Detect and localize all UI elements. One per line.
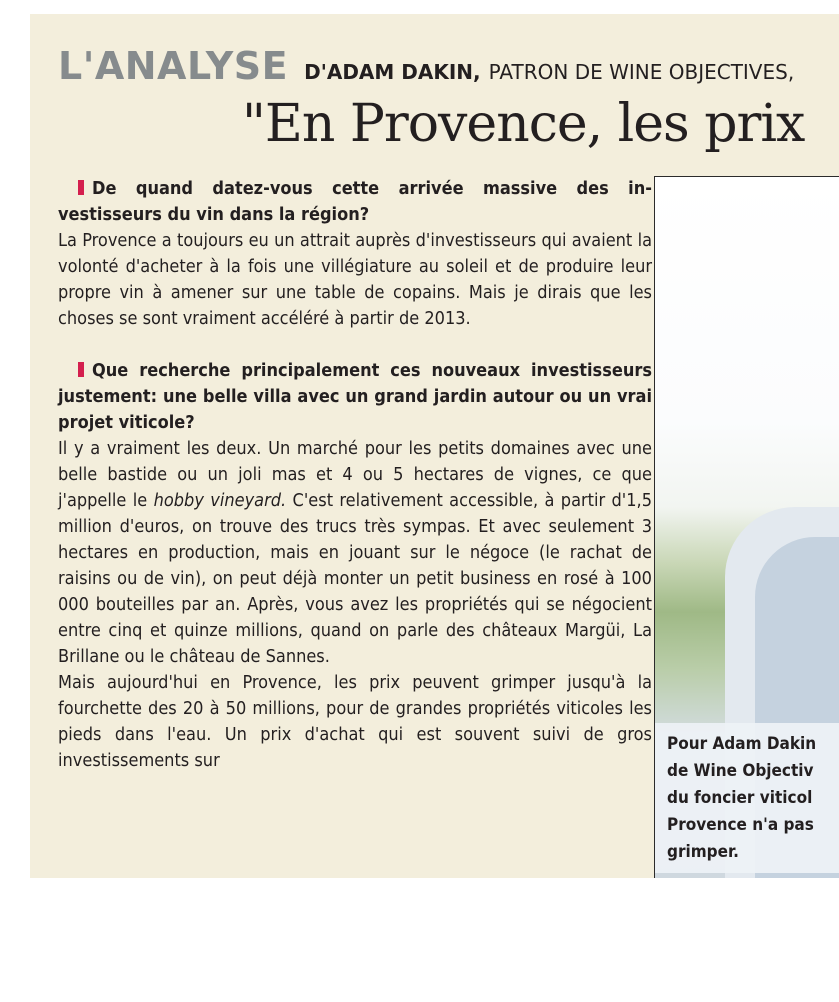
answer-text: Il y a vraiment les deux. Un marché pour les petits domaines avec une belle bastide ou un joli mas et 4 ou 5 hectares de vignes, ce que j'appelle le bbox=[58, 438, 652, 511]
photo-caption-box bbox=[655, 723, 839, 873]
question-marker-icon bbox=[78, 362, 84, 377]
interview-question bbox=[58, 176, 652, 228]
paragraph-gap bbox=[58, 332, 652, 358]
answer-text: C'est relativement accessible, à partir d'1,5 million d'euros, on trouve des trucs très sympas. Et avec seulement 3 hectares en production, mais en jouant sur le négoce (le rachat de raisins ou de vin), on peut déjà monter un petit business en rosé à 100 000 bouteilles par an. Après, vous avez les propriétés qui se négocient entre cinq et quinze millions, quand on parle des châteaux Margüi, La Brillane ou le château de Sannes. bbox=[58, 490, 652, 667]
article-kicker bbox=[58, 44, 794, 88]
answer-italic-term: hobby vineyard. bbox=[153, 490, 287, 511]
interview-question bbox=[58, 358, 652, 436]
question-text: Que recherche principalement ces nouveaux investisseurs justement: une belle villa avec un grand jardin autour ou un vrai projet viticole? bbox=[58, 360, 652, 433]
author-name: D'ADAM DAKIN, bbox=[304, 60, 481, 84]
article-clipping bbox=[30, 14, 839, 878]
interview-answer: La Provence a toujours eu un attrait auprès d'investisseurs qui avaient la volonté d'acheter à la fois une villégiature au soleil et de produire leur propre vin à amener sur une table de copains. Mais je dirais que les choses se sont vraiment accéléré à partir de 2013. bbox=[58, 230, 652, 329]
section-label: L'ANALYSE bbox=[58, 44, 289, 88]
question-marker-icon bbox=[78, 180, 84, 195]
interview-text-column bbox=[58, 176, 652, 774]
author-role: PATRON DE WINE OBJECTIVES, bbox=[488, 60, 795, 84]
question-text: De quand datez-vous cette arrivée massive des investisseurs du vin dans la région? bbox=[58, 178, 652, 225]
photo-caption: Pour Adam Dakin de Wine Objectiv du foncier viticol Provence n'a pas grimper. bbox=[667, 734, 817, 862]
interview-answer bbox=[58, 436, 652, 670]
article-headline: "En Provence, les prix bbox=[242, 94, 805, 154]
portrait-photo bbox=[654, 176, 839, 878]
interview-answer-continued: Mais aujourd'hui en Provence, les prix peuvent grimper jusqu'à la fourchette des 20 à 50 millions, pour de grandes propriétés viticoles les pieds dans l'eau. Un prix d'achat qui est souvent suivi de gros investissements sur bbox=[58, 672, 652, 771]
